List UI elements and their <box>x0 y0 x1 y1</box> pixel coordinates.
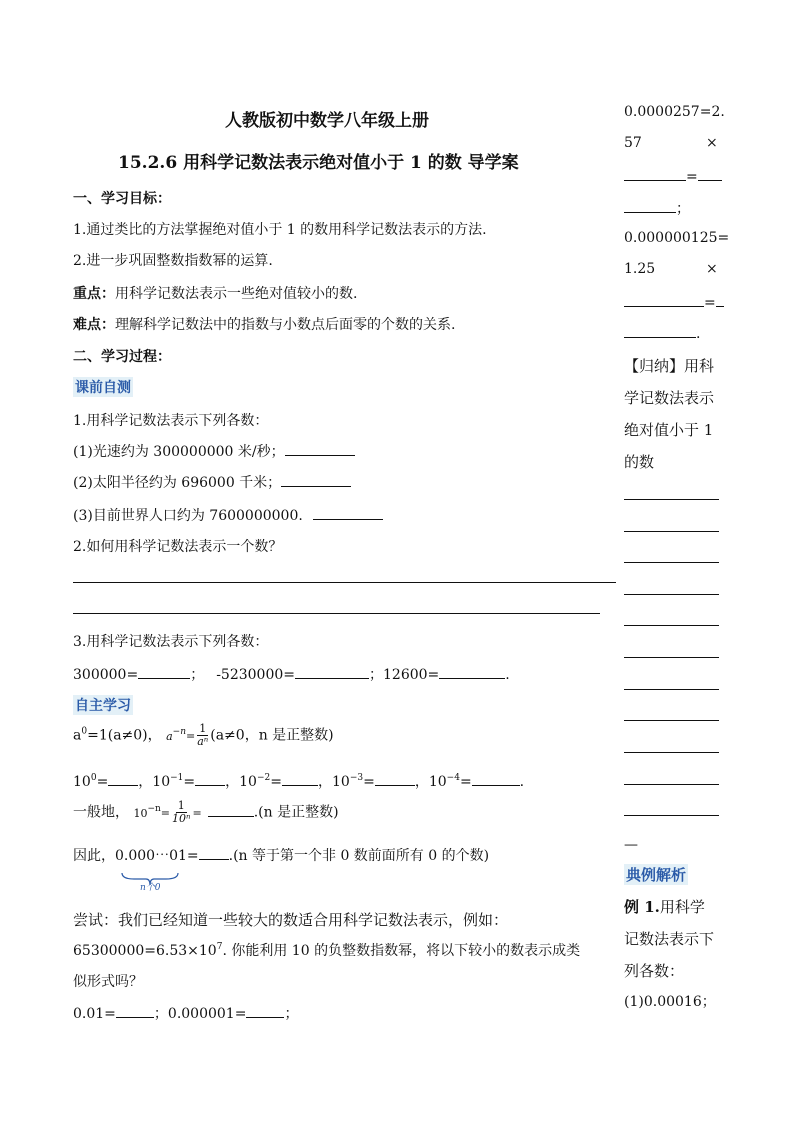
question-1a-text: (1)光速约为 300000000 米/秒； <box>73 444 285 460</box>
rule-lhs-base: a <box>166 729 173 743</box>
answer-blank[interactable] <box>624 292 704 307</box>
pow-sup: −1 <box>170 773 184 783</box>
summary-line-1: 【归纳】用科 <box>624 357 715 375</box>
page-title: 人教版初中数学八年级上册 <box>225 111 429 131</box>
q3b-end: ； <box>369 667 383 683</box>
goal-1: 1.通过类比的方法掌握绝对值小于 1 的数用科学记数法表示的方法. <box>73 222 487 238</box>
question-3-items <box>73 664 510 684</box>
summary-line-2: 学记数法表示 <box>624 389 715 407</box>
question-1b <box>73 472 351 492</box>
try-line-3: 似形式吗？ <box>73 974 143 990</box>
example-label: 典例解析 <box>626 866 687 884</box>
sidebar-line-5: 0.000000125= <box>624 230 730 246</box>
example-1-line-3: 列各数： <box>624 962 685 980</box>
pow-base: 10 <box>239 774 257 790</box>
sidebar-line-8 <box>624 323 700 342</box>
summary-answer-line[interactable] <box>624 752 719 753</box>
self-study-label: 自主学习 <box>73 695 133 715</box>
example-1-line-1 <box>624 896 705 917</box>
answer-blank[interactable] <box>116 1003 154 1018</box>
answer-blank[interactable] <box>281 472 351 487</box>
pow-end: . <box>519 774 525 790</box>
sidebar-line-6a: 1.25 <box>624 261 656 277</box>
question-3: 3.用科学记数法表示下列各数： <box>73 634 269 650</box>
summary-answer-line[interactable] <box>624 720 719 721</box>
therefore-text: 因此，0.000⋯01= <box>73 848 199 864</box>
pow-eq: = <box>183 774 196 790</box>
sidebar-eq: = <box>704 295 716 311</box>
answer-blank[interactable] <box>313 505 383 520</box>
q3b-text: -5230000= <box>216 667 295 683</box>
answer-blank[interactable] <box>195 771 225 786</box>
q3c-end: . <box>505 667 510 683</box>
pow-base: 10 <box>152 774 171 790</box>
summary-answer-line[interactable] <box>624 689 719 690</box>
rule-tail: (a≠0，n 是正整数) <box>210 727 334 744</box>
pre-test-label: 课前自测 <box>73 377 133 397</box>
try-2-sup: 7 <box>216 942 223 952</box>
answer-blank[interactable] <box>282 771 318 786</box>
rule-sup-0: 0 <box>81 726 88 737</box>
difficult-point <box>73 314 455 334</box>
sidebar-line-2b: × <box>706 135 718 151</box>
last-a: 0.01= <box>73 1006 116 1022</box>
general-rule <box>73 800 339 825</box>
pow-comma: ， <box>138 774 153 790</box>
section-heading-goals: 一、学习目标： <box>73 191 171 207</box>
question-1b-text: (2)太阳半径约为 696000 千米； <box>73 475 282 491</box>
summary-answer-line[interactable] <box>624 531 719 532</box>
general-eq: = <box>160 806 171 820</box>
sidebar-line-7 <box>624 292 724 311</box>
pow-comma: ， <box>317 774 332 790</box>
answer-blank[interactable] <box>624 198 676 213</box>
summary-line-3: 绝对值小于 1 <box>624 421 714 439</box>
pow-eq: = <box>363 774 375 790</box>
general-prefix: 一般地， <box>73 804 129 821</box>
pow-sup: 0 <box>90 773 97 783</box>
general-lhs: 10 <box>133 806 148 820</box>
pow-eq: = <box>96 774 109 790</box>
difficult-text: 理解科学记数法中的指数与小数点后面零的个数的关系. <box>115 317 456 333</box>
answer-blank[interactable] <box>698 166 722 181</box>
summary-answer-line[interactable] <box>624 594 719 595</box>
question-2: 2.如何用科学记数法表示一个数？ <box>73 539 283 555</box>
key-text: 用科学记数法表示一些绝对值较小的数. <box>115 286 358 302</box>
pow-eq: = <box>459 774 472 790</box>
sidebar-end: ； <box>676 201 690 217</box>
try-line-2 <box>73 940 580 960</box>
answer-blank[interactable] <box>624 166 686 181</box>
power-row <box>73 771 524 791</box>
question-1a <box>73 441 355 461</box>
sidebar-eq: = <box>686 169 698 185</box>
answer-blank[interactable] <box>138 664 190 679</box>
goal-2: 2.进一步巩固整数指数幂的运算. <box>73 253 273 269</box>
page-subtitle: 15.2.6 用科学记数法表示绝对值小于 1 的数 导学案 <box>118 153 519 173</box>
answer-blank[interactable] <box>375 771 415 786</box>
summary-answer-line[interactable] <box>624 815 719 816</box>
answer-blank[interactable] <box>439 664 505 679</box>
summary-answer-line[interactable] <box>624 784 719 785</box>
answer-blank[interactable] <box>208 802 254 817</box>
last-line <box>73 1003 298 1023</box>
example-1-label: 例 1. <box>624 898 660 916</box>
try-2a: 65300000=6.53×10 <box>73 943 217 959</box>
general-tail: .(n 是正整数) <box>253 804 339 821</box>
pow-base: 10 <box>73 774 91 790</box>
general-lhs-wrap <box>133 803 161 820</box>
last-b-end: ； <box>284 1006 299 1022</box>
answer-line[interactable] <box>73 582 616 583</box>
summary-answer-line[interactable] <box>624 625 719 626</box>
therefore-tail: .(n 等于第一个非 0 数前面所有 0 的个数) <box>228 848 490 864</box>
question-1: 1.用科学记数法表示下列各数： <box>73 413 269 429</box>
rule-a: a <box>73 727 82 744</box>
exponent-rule <box>73 723 334 748</box>
answer-blank[interactable] <box>716 292 724 307</box>
brace-label: n个0 <box>140 883 161 893</box>
rule-eq: = <box>186 729 196 743</box>
rule-fraction <box>197 723 208 748</box>
answer-line[interactable] <box>73 613 600 614</box>
example-1-line-4: (1)0.00016； <box>624 994 716 1010</box>
example-1-line-2: 记数法表示下 <box>624 930 715 948</box>
section-heading-process: 二、学习过程： <box>73 349 171 365</box>
general-fraction <box>172 800 190 825</box>
answer-blank[interactable] <box>295 664 369 679</box>
sidebar-line-1: 0.0000257=2. <box>624 104 725 120</box>
key-label: 重点： <box>73 286 115 302</box>
sidebar-line-3 <box>624 166 722 185</box>
rule-lhs <box>166 726 186 743</box>
rule-mid: =1(a≠0)， <box>87 727 162 744</box>
question-1c <box>73 505 383 525</box>
general-eq2: = <box>192 806 202 820</box>
summary-dash: — <box>624 837 638 853</box>
try-2b: . 你能利用 10 的负整数指数幂，将以下较小的数表示成类 <box>222 943 581 959</box>
summary-answer-line[interactable] <box>624 657 719 658</box>
general-sup: −n <box>147 803 161 814</box>
question-1c-text: (3)目前世界人口约为 7600000000. <box>73 508 303 524</box>
q3a-text: 300000= <box>73 667 139 683</box>
pow-eq: = <box>270 774 282 790</box>
pow-base: 10 <box>428 774 447 790</box>
sidebar-line-4 <box>624 198 690 218</box>
answer-blank[interactable] <box>472 771 520 786</box>
answer-blank[interactable] <box>199 845 229 860</box>
answer-blank[interactable] <box>285 441 355 456</box>
rule-frac-num: 1 <box>199 722 207 735</box>
difficult-label: 难点： <box>73 317 115 333</box>
pow-sup: −2 <box>256 773 271 783</box>
pow-comma: ， <box>225 774 240 790</box>
try-line-1: 尝试：我们已经知道一些较大的数适合用科学记数法表示，例如： <box>73 911 509 929</box>
last-a-end: ；0.000001= <box>153 1006 247 1022</box>
pow-sup: −3 <box>349 773 364 783</box>
q3a-end: ； <box>190 667 205 683</box>
summary-answer-line[interactable] <box>624 562 719 563</box>
pow-base: 10 <box>331 774 350 790</box>
summary-line-4: 的数 <box>624 453 655 471</box>
general-den: 10ⁿ <box>172 812 191 825</box>
q3c-text: 12600= <box>383 667 440 683</box>
therefore-line <box>73 845 489 865</box>
answer-blank[interactable] <box>246 1003 284 1018</box>
sidebar-line-2a: 57 <box>624 135 642 151</box>
general-num: 1 <box>177 799 185 812</box>
key-point <box>73 283 357 303</box>
answer-blank[interactable] <box>624 323 696 338</box>
example-1-text: 用科学 <box>659 898 705 916</box>
rule-frac-den: aⁿ <box>197 735 209 748</box>
answer-blank[interactable] <box>108 771 138 786</box>
pow-comma: ， <box>414 774 429 790</box>
sidebar-end: . <box>696 326 701 342</box>
summary-answer-line[interactable] <box>624 499 719 500</box>
rule-lhs-sup: −n <box>172 726 186 737</box>
sidebar-line-6b: × <box>706 261 718 277</box>
pow-sup: −4 <box>446 773 460 783</box>
